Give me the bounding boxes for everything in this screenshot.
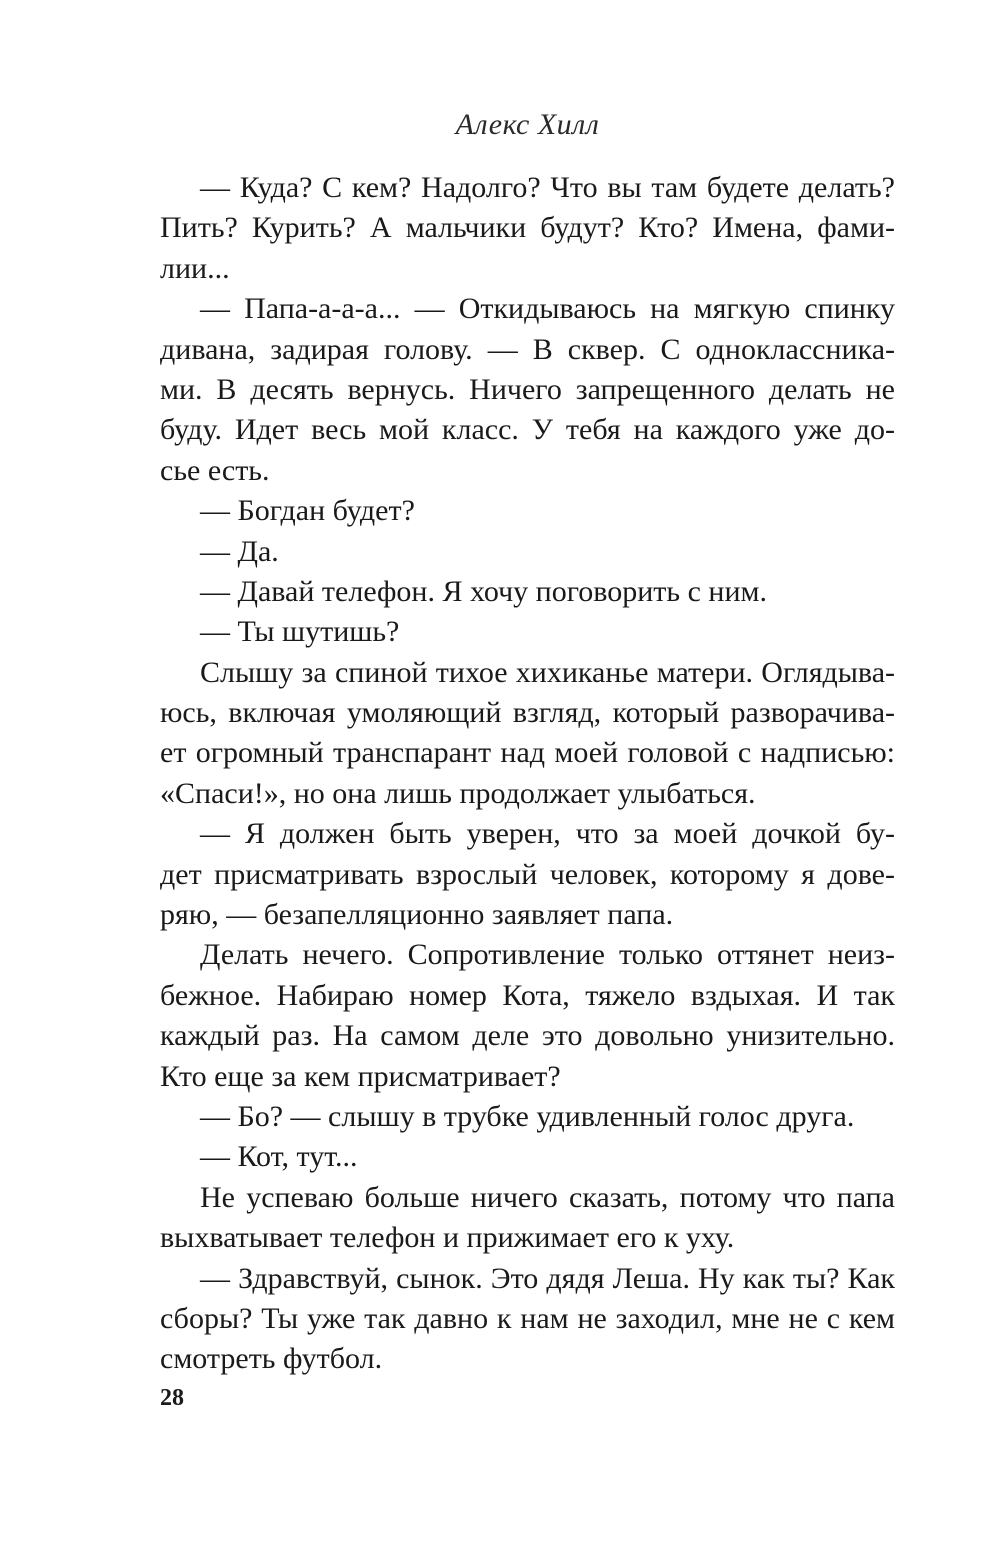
text-line: Не успеваю больше ничего сказать, потому что папа bbox=[200, 1180, 895, 1214]
text-line: Пить? Курить? А мальчики будут? Кто? Имена, фами- bbox=[160, 211, 895, 245]
text-line: смотреть футбол. bbox=[160, 1342, 383, 1376]
text-line: ет огромный транспарант над моей головой с надписью: bbox=[160, 736, 895, 770]
text-line: дивана, задирая голову. — В сквер. С одноклассника- bbox=[160, 332, 895, 366]
text-line: — Богдан будет? bbox=[200, 494, 415, 528]
text-line: Слышу за спиной тихое хихиканье матери. Оглядыва- bbox=[200, 655, 895, 689]
text-line: — Бо? — слышу в трубке удивленный голос друга. bbox=[200, 1099, 855, 1133]
text-line: бежное. Набираю номер Кота, тяжело вздыхая. И так bbox=[160, 978, 895, 1012]
text-line: дет присматривать взрослый человек, которому я дове- bbox=[160, 857, 895, 891]
text-line: — Ты шутишь? bbox=[200, 615, 400, 649]
text-line: буду. Идет весь мой класс. У тебя на каждого уже до- bbox=[160, 413, 895, 447]
text-line: — Давай телефон. Я хочу поговорить с ним. bbox=[200, 574, 767, 608]
text-line: ми. В десять вернусь. Ничего запрещенного делать не bbox=[160, 372, 895, 406]
text-line: «Спаси!», но она лишь продолжает улыбаться. bbox=[160, 776, 756, 810]
text-line: — Папа-а-а-а... — Откидываюсь на мягкую спинку bbox=[200, 292, 895, 326]
text-line: сборы? Ты уже так давно к нам не заходил, мне не с кем bbox=[160, 1301, 895, 1335]
text-line: Кто еще за кем присматривает? bbox=[160, 1059, 561, 1093]
text-line: — Я должен быть уверен, что за моей дочкой бу- bbox=[200, 817, 895, 851]
text-line: — Куда? С кем? Надолго? Что вы там будете делать? bbox=[200, 171, 895, 204]
text-line: юсь, включая умоляющий взгляд, который разворачива- bbox=[160, 696, 895, 730]
text-line: выхватывает телефон и прижимает его к уху. bbox=[160, 1221, 735, 1255]
text-line: — Кот, тут... bbox=[200, 1140, 358, 1174]
text-line: — Да. bbox=[200, 534, 279, 568]
text-line: Делать нечего. Сопротивление только оттянет неиз- bbox=[200, 938, 895, 972]
text-line: — Здравствуй, сынок. Это дядя Леша. Ну как ты? Как bbox=[200, 1261, 895, 1295]
text-line: ряю, — безапелляционно заявляет папа. bbox=[160, 898, 674, 932]
text-line: каждый раз. На самом деле это довольно унизительно. bbox=[160, 1019, 895, 1053]
page-number: 28 bbox=[160, 1385, 184, 1411]
body-text bbox=[160, 168, 895, 1380]
running-header: Алекс Хилл bbox=[455, 108, 600, 141]
text-line: лии... bbox=[160, 251, 230, 285]
text-line: сье есть. bbox=[160, 453, 270, 487]
